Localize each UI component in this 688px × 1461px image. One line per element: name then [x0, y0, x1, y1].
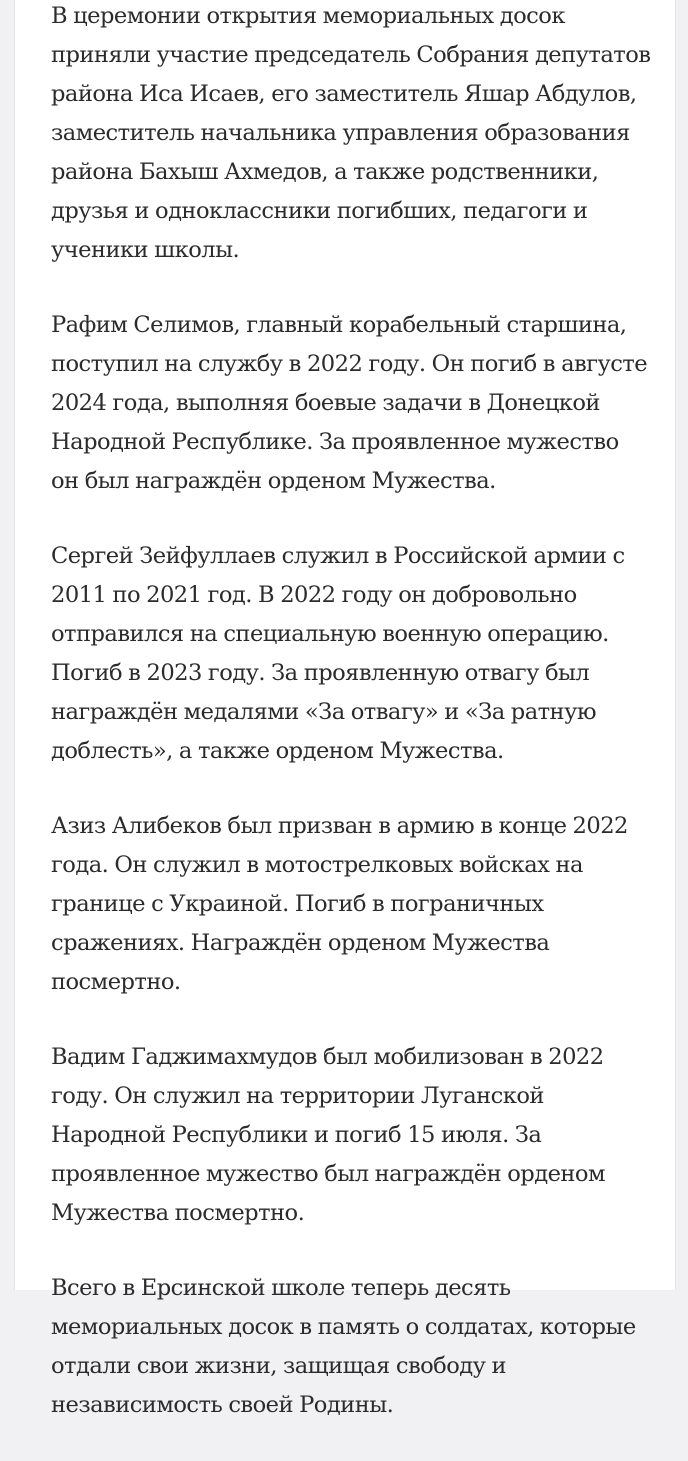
paragraph-summary: Всего в Ерсинской школе теперь десять мемориальных досок в память о солдатах, которые отдали свои жизни, защищая свободу и независимость своей Родины.: [51, 1275, 636, 1418]
paragraph-gadzhimakhmudov: Вадим Гаджимахмудов был мобилизован в 2022 году. Он служил на территории Луганской Народной Республики и погиб 15 июля. За проявленное мужество был награждён орденом Мужества посмертно.: [51, 1044, 605, 1226]
paragraph-selimov: Рафим Селимов, главный корабельный старшина, поступил на службу в 2022 году. Он погиб в августе 2024 года, выполняя боевые задачи в Донецкой Народной Республике. За проявленное мужество он был награждён орденом Мужества.: [51, 312, 648, 494]
paragraph-zeyfullaev: Сергей Зейфуллаев служил в Российской армии с 2011 по 2021 год. В 2022 году он добровольно отправился на специальную военную операцию. Погиб в 2023 году. За проявленную отвагу был награждён медалями «За отвагу» и «За ратную доблесть», а также орденом Мужества.: [51, 543, 625, 764]
article-body: [51, 0, 651, 1461]
paragraph-ceremony: В церемонии открытия мемориальных досок приняли участие председатель Собрания депутатов района Иса Исаев, его заместитель Яшар Абдулов, заместитель начальника управления образования района Бахыш Ахмедов, а также родственники, друзья и одноклассники погибших, педагоги и ученики школы.: [51, 3, 651, 263]
paragraph-alibekov: Азиз Алибеков был призван в армию в конце 2022 года. Он служил в мотострелковых войсках на границе с Украиной. Погиб в пограничных сражениях. Награждён орденом Мужества посмертно.: [51, 813, 628, 995]
